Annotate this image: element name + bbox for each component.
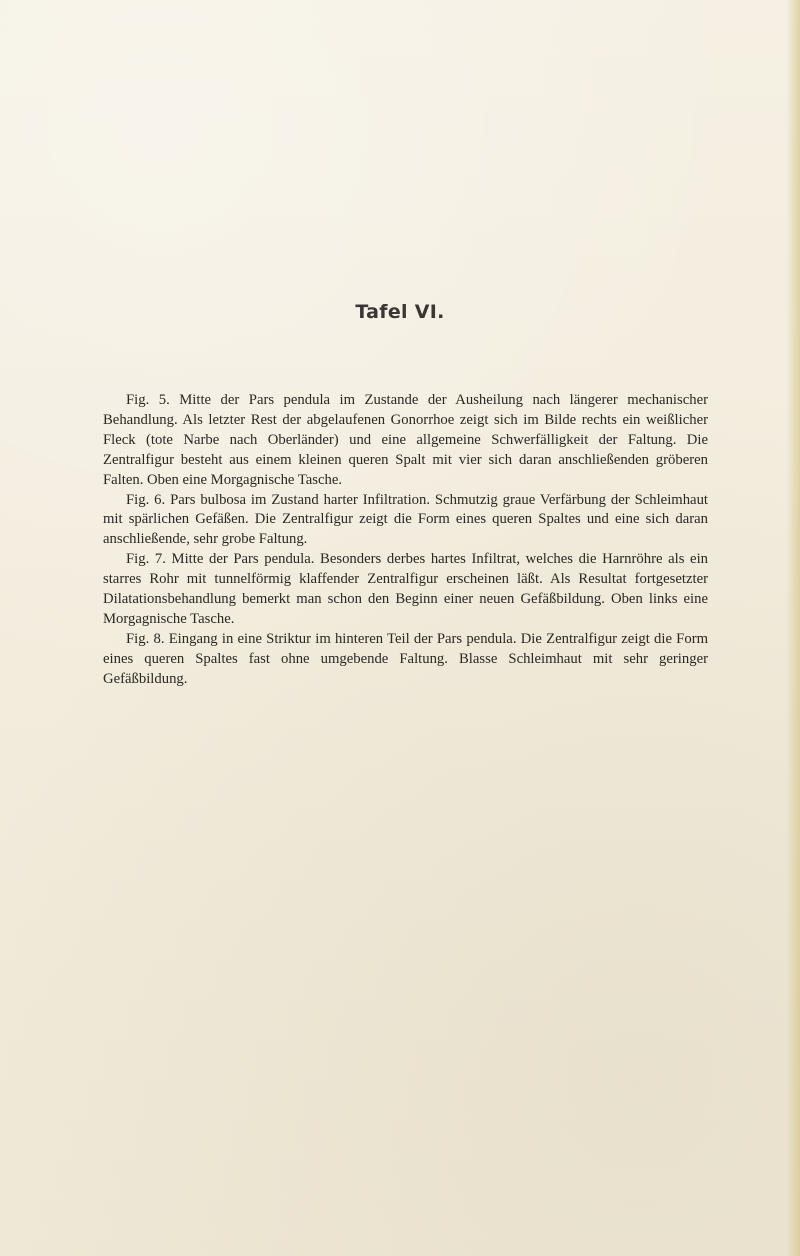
figure-label: Fig. 6. xyxy=(126,491,166,508)
caption-paragraph xyxy=(103,550,708,630)
plate-title: Tafel VI. xyxy=(355,301,445,323)
figure-label: Fig. 8. xyxy=(126,630,165,647)
caption-text: Mitte der Pars pendula. Besonders derbes hartes Infiltrat, welches die Harnröhre als ein starres Rohr mit tunnelförmig klaffender Zentralfigur erscheinen läßt. Als Resultat fortgesetzter Dilatationsbehandlung bemerkt man schon den Beginn einer neuen Gefäßbildung. Oben links eine Morgagnische Tasche. xyxy=(103,551,708,627)
figure-captions xyxy=(103,391,708,690)
figure-label: Fig. 5. xyxy=(126,392,170,408)
caption-text: Pars bulbosa im Zustand harter Infiltration. Schmutzig graue Verfärbung der Schleimhaut mit spärlichen Gefäßen. Die Zentralfigur zeigt die Form eines queren Spaltes und eine sich daran anschließende, sehr grobe Faltung. xyxy=(103,491,708,548)
caption-text: Eingang in eine Striktur im hinteren Teil der Pars pendula. Die Zentralfigur zeigt die Form eines queren Spaltes fast ohne umgebende Faltung. Blasse Schleimhaut mit sehr geringer Gefäßbildung. xyxy=(103,630,709,687)
figure-label: Fig. 7. xyxy=(126,551,166,568)
caption-paragraph xyxy=(103,391,708,491)
caption-text: Mitte der Pars pendula im Zustande der Ausheilung nach längerer mechanischer Behandlung. Als letzter Rest der abgelaufenen Gonorrhoe zeigt sich im Bilde rechts ein weißlicher Fleck (tote Narbe nach Oberländer) und eine allgemeine Schwerfälligkeit der Faltung. Die Zentralfigur besteht aus einem kleinen queren Spalt mit vier sich daran anschließenden gröberen Falten. Oben eine Morgagnische Tasche. xyxy=(103,392,708,488)
caption-paragraph xyxy=(103,491,708,551)
caption-paragraph xyxy=(103,630,708,690)
page-edge-discoloration xyxy=(786,0,800,1256)
